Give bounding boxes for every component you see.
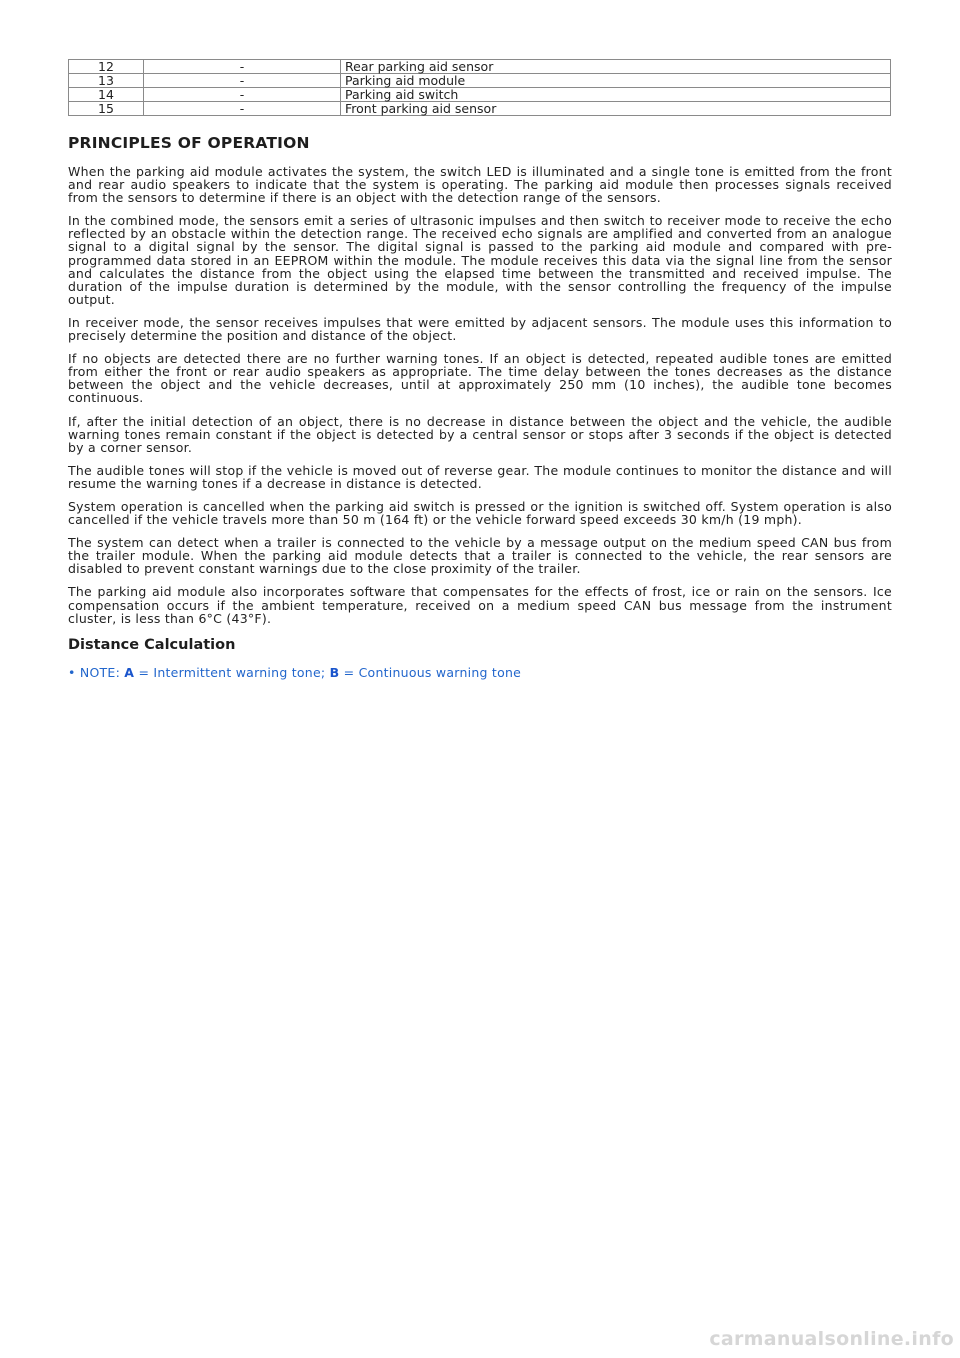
- note-text-a: = Intermittent warning tone;: [138, 664, 326, 680]
- note-line: [68, 666, 892, 680]
- note-text-b: = Continuous warning tone: [343, 664, 522, 680]
- paragraph: If no objects are detected there are no further warning tones. If an object is detected, repeated audible tones are emitted from either the front or rear audio speakers as appropriate. The time delay between the tones decreases as the distance between the object and the vehicle decreases, until at approximately 250 mm (10 inches), the audible tone becomes continuous.: [68, 351, 892, 406]
- component-dash: -: [144, 102, 341, 116]
- components-table: [68, 59, 891, 116]
- component-description: Parking aid switch: [341, 88, 891, 102]
- watermark: carmanualsonline.info: [709, 1328, 954, 1350]
- paragraph: In the combined mode, the sensors emit a series of ultrasonic impulses and then switch to receiver mode to receive the echo reflected by an obstacle within the detection range. The received echo signals are amplified and converted from an analogue signal to a digital signal by the sensor. The digital signal is passed to the parking aid module and compared with pre-programmed data stored in an EEPROM within the module. The module receives this data via the signal line from the sensor and calculates the distance from the object using the elapsed time between the transmitted and received impulse. The duration of the impulse duration is determined by the module, with the sensor controlling the frequency of the impulse output.: [68, 213, 892, 307]
- component-number: 15: [69, 102, 144, 116]
- paragraph: System operation is cancelled when the parking aid switch is pressed or the ignition is switched off. System operation is also cancelled if the vehicle travels more than 50 m (164 ft) or the vehicle forward speed exceeds 30 km/h (19 mph).: [68, 498, 892, 528]
- note-prefix: NOTE:: [79, 664, 121, 680]
- component-dash: -: [144, 74, 341, 88]
- component-number: 12: [69, 60, 144, 74]
- paragraph: The parking aid module also incorporates software that compensates for the effects of frost, ice or rain on the sensors. Ice compensation occurs if the ambient temperature, received on a medium speed CAN bus message from the instrument cluster, is less than 6°C (43°F).: [68, 584, 892, 626]
- component-description: Front parking aid sensor: [341, 102, 891, 116]
- bullet-icon: •: [68, 664, 76, 680]
- table-row: [69, 60, 891, 74]
- paragraph: If, after the initial detection of an object, there is no decrease in distance between the object and the vehicle, the audible warning tones remain constant if the object is detected by a central sensor or stops after 3 seconds if the object is detected by a corner sensor.: [68, 413, 892, 455]
- note-key-a: A: [124, 664, 135, 680]
- component-number: 14: [69, 88, 144, 102]
- component-number: 13: [69, 74, 144, 88]
- paragraph: The audible tones will stop if the vehicle is moved out of reverse gear. The module continues to monitor the distance and will resume the warning tones if a decrease in distance is detected.: [68, 462, 892, 491]
- component-description: Rear parking aid sensor: [341, 60, 891, 74]
- paragraph: When the parking aid module activates the system, the switch LED is illuminated and a single tone is emitted from the front and rear audio speakers to indicate that the system is operating. The parking aid module then processes signals received from the sensors to determine if there is an object with the detection range of the sensors.: [68, 164, 892, 206]
- paragraph: In receiver mode, the sensor receives impulses that were emitted by adjacent sensors. The module uses this information to precisely determine the position and distance of the object.: [68, 314, 892, 344]
- page-content: [68, 59, 892, 680]
- section-heading-distance-calculation: Distance Calculation: [68, 636, 236, 653]
- table-row: [69, 74, 891, 88]
- component-description: Parking aid module: [341, 74, 891, 88]
- table-row: [69, 102, 891, 116]
- section-heading-principles: PRINCIPLES OF OPERATION: [68, 134, 310, 152]
- note-key-b: B: [329, 664, 340, 680]
- paragraph: The system can detect when a trailer is connected to the vehicle by a message output on the medium speed CAN bus from the trailer module. When the parking aid module detects that a trailer is connected to the vehicle, the rear sensors are disabled to prevent constant warnings due to the close proximity of the trailer.: [68, 535, 892, 577]
- component-dash: -: [144, 60, 341, 74]
- component-dash: -: [144, 88, 341, 102]
- table-row: [69, 88, 891, 102]
